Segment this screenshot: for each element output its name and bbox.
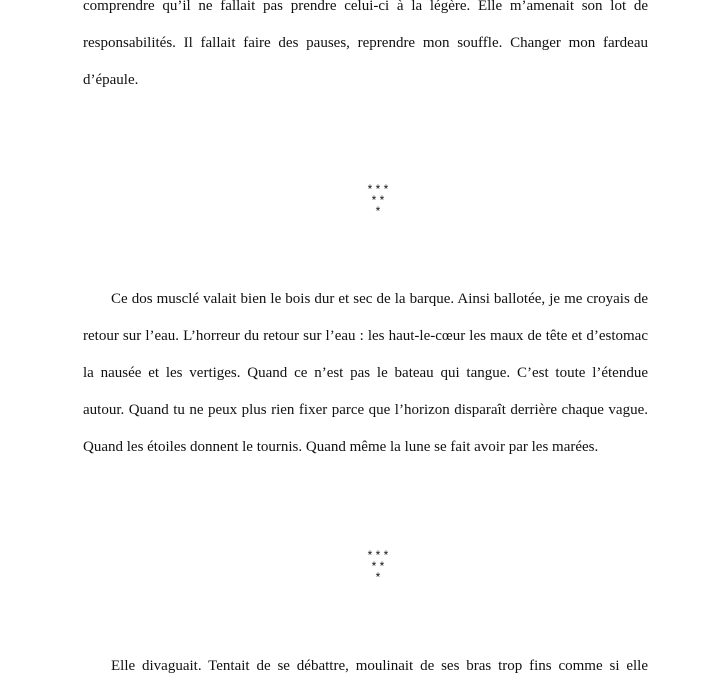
paragraph-top-line-3: d’épaule. [83, 72, 139, 88]
separator-row: * * [371, 193, 385, 207]
separator-row: * * * [367, 182, 389, 196]
paragraph-middle-line-3: la nausée et les vertiges. Quand ce n’est pas le bateau qui tangue. C’est toute l’étendue [83, 365, 648, 381]
paragraph-top-line-2: responsabilités. Il fallait faire des pauses, reprendre mon souffle. Changer mon fardeau [83, 35, 648, 51]
paragraph-middle-line-4: autour. Quand tu ne peux plus rien fixer parce que l’horizon disparaît derrière chaque vague. [83, 402, 648, 418]
paragraph-middle-line-1: Ce dos musclé valait bien le bois dur et sec de la barque. Ainsi ballotée, je me croyais de [111, 291, 648, 307]
separator-row: * [375, 204, 381, 218]
paragraph-middle-line-2: retour sur l’eau. L’horreur du retour sur l’eau : les haut-le-cœur les maux de tête et d’estomac [83, 328, 648, 344]
separator-row: * * [371, 559, 385, 573]
paragraph-bottom-line-1: Elle divaguait. Tentait de se débattre, moulinait de ses bras trop fins comme si elle [111, 658, 648, 674]
section-separator [328, 184, 428, 217]
paragraph-top-line-1: comprendre qu’il ne fallait pas prendre celui-ci à la légère. Elle m’amenait son lot de [83, 0, 648, 14]
paragraph-middle-line-5: Quand les étoiles donnent le tournis. Quand même la lune se fait avoir par les marées. [83, 439, 599, 455]
separator-row: * * * [367, 548, 389, 562]
section-separator [328, 550, 428, 583]
separator-row: * [375, 570, 381, 584]
